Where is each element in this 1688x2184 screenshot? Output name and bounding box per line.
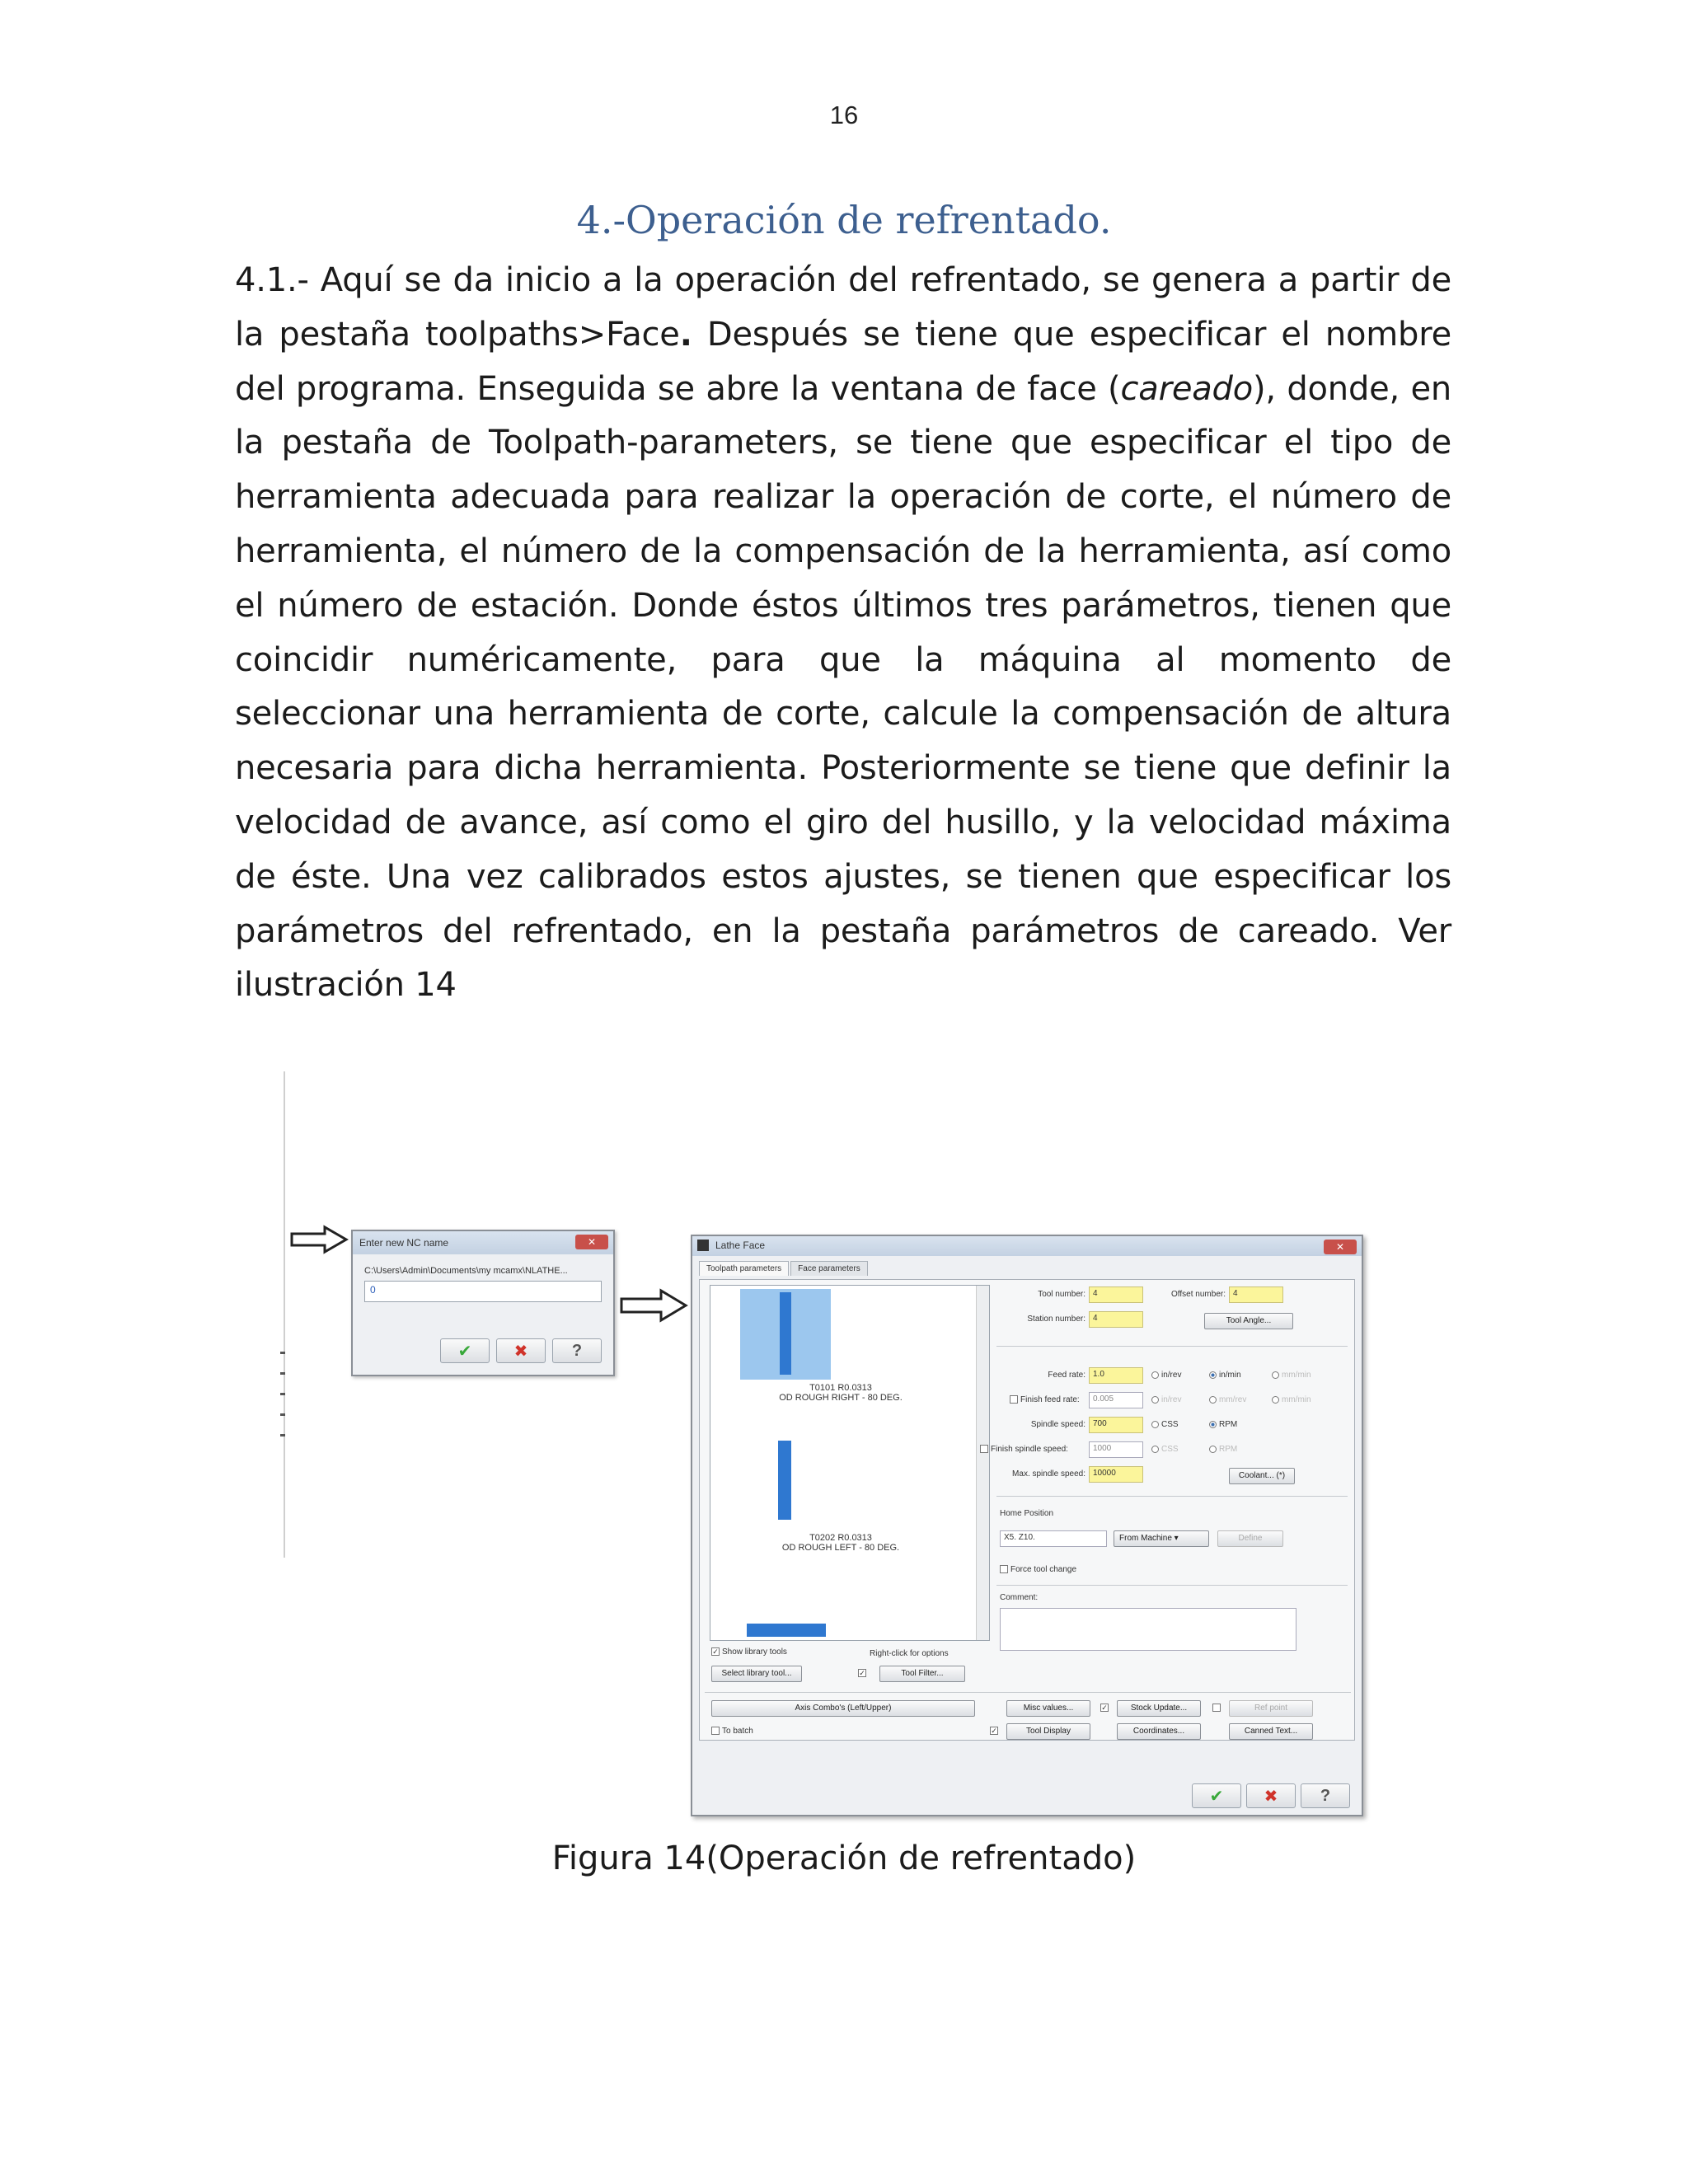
home-position-input[interactable]: X5. Z10. [1000, 1530, 1107, 1547]
lathe-dialog-title: Lathe Face [715, 1240, 766, 1251]
mm-min-radio[interactable] [1272, 1395, 1311, 1404]
spindle-speed-label: Spindle speed: [1030, 1420, 1085, 1429]
finish-spindle-checkbox[interactable] [980, 1445, 1068, 1454]
mm-rev-radio[interactable] [1209, 1395, 1246, 1404]
force-tool-change-checkbox[interactable] [1000, 1565, 1076, 1574]
home-position-label: Home Position [1000, 1509, 1054, 1518]
comment-label: Comment: [1000, 1593, 1039, 1602]
tool-name: T0101 R0.0313 [809, 1383, 872, 1393]
in-min-label: in/min [1219, 1371, 1241, 1380]
misc-values-button[interactable]: Misc values... [1006, 1700, 1090, 1717]
page-number: 16 [829, 101, 859, 129]
coolant-button[interactable]: Coolant... (*) [1229, 1468, 1295, 1484]
max-spindle-input[interactable]: 10000 [1089, 1466, 1143, 1483]
tool-list[interactable] [710, 1285, 990, 1641]
axis-combo-button[interactable]: Axis Combo's (Left/Upper) [711, 1700, 975, 1717]
tool-item[interactable] [717, 1383, 964, 1403]
cancel-button[interactable]: ✖ [1246, 1783, 1296, 1808]
mm-min-label: mm/min [1282, 1371, 1311, 1380]
max-spindle-label: Max. spindle speed: [1012, 1469, 1085, 1479]
ok-button[interactable]: ✔ [1192, 1783, 1241, 1808]
spindle-speed-input[interactable]: 700 [1089, 1417, 1143, 1433]
paragraph-bold-period: . [679, 315, 692, 354]
close-icon[interactable]: ✕ [575, 1235, 608, 1249]
in-rev-label: in/rev [1161, 1395, 1182, 1404]
ruler-tick [280, 1413, 285, 1416]
tab-face-parameters[interactable]: Face parameters [790, 1261, 868, 1276]
ruler-line [284, 1071, 286, 1558]
stock-update-checkbox[interactable]: ✓ [1101, 1704, 1108, 1713]
ruler-tick [280, 1352, 285, 1354]
right-click-hint: Right-click for options [870, 1649, 949, 1658]
ruler-tick [280, 1393, 285, 1395]
tool-image [747, 1624, 826, 1637]
to-batch-label: To batch [722, 1727, 753, 1736]
finish-feed-checkbox[interactable] [1010, 1395, 1080, 1404]
divider [996, 1496, 1348, 1497]
tool-name: T0202 R0.0313 [809, 1533, 872, 1543]
arrow-right-icon [620, 1287, 689, 1324]
tool-filter-checkbox[interactable]: ✓ [859, 1669, 865, 1678]
finish-feed-label: Finish feed rate: [1020, 1395, 1080, 1404]
rpm-label: RPM [1219, 1445, 1238, 1454]
offset-number-label: Offset number: [1171, 1290, 1226, 1299]
css-radio[interactable] [1151, 1420, 1179, 1429]
tool-desc: OD ROUGH LEFT - 80 DEG. [781, 1543, 900, 1553]
tool-number-input[interactable]: 4 [1089, 1286, 1143, 1303]
tab-strip [699, 1261, 1355, 1276]
mm-min-radio[interactable] [1272, 1371, 1311, 1380]
force-tool-change-label: Force tool change [1010, 1565, 1077, 1574]
coordinates-button[interactable]: Coordinates... [1117, 1723, 1201, 1740]
ref-point-button[interactable]: Ref point [1229, 1700, 1313, 1717]
in-rev-label: in/rev [1161, 1371, 1182, 1380]
canned-text-button[interactable]: Canned Text... [1229, 1723, 1313, 1740]
help-button[interactable]: ? [552, 1338, 602, 1363]
paragraph-part-2: Después se tiene que especificar el nombre del programa. Enseguida se abre la ventana de face ( [235, 315, 1451, 408]
ok-button[interactable]: ✔ [440, 1338, 490, 1363]
nc-dialog-title: Enter new NC name [359, 1237, 449, 1249]
mm-rev-label: mm/rev [1219, 1395, 1247, 1404]
comment-textarea[interactable] [1000, 1608, 1296, 1651]
tool-image [778, 1441, 791, 1520]
show-library-checkbox[interactable]: ✓ Show library tools [712, 1647, 787, 1657]
nc-dialog-titlebar [353, 1231, 613, 1254]
rpm-radio[interactable] [1209, 1445, 1237, 1454]
in-rev-radio[interactable] [1151, 1395, 1181, 1404]
figure-14 [272, 1055, 1376, 1830]
cancel-button[interactable]: ✖ [496, 1338, 546, 1363]
lathe-face-dialog [691, 1235, 1363, 1816]
figure-caption: Figura 14(Operación de refrentado) [551, 1840, 1137, 1877]
tool-display-checkbox[interactable]: ✓ [991, 1727, 997, 1736]
css-radio[interactable] [1151, 1445, 1179, 1454]
app-logo-icon [697, 1240, 709, 1251]
lathe-dialog-titlebar [692, 1236, 1362, 1256]
divider [996, 1585, 1348, 1586]
tool-number-label: Tool number: [1038, 1290, 1085, 1299]
select-library-button[interactable]: Select library tool... [711, 1666, 802, 1682]
nc-name-dialog [351, 1230, 615, 1376]
divider [705, 1692, 1351, 1693]
ref-point-checkbox[interactable] [1212, 1704, 1223, 1713]
tab-toolpath-parameters[interactable]: Toolpath parameters [699, 1261, 789, 1276]
tool-angle-button[interactable]: Tool Angle... [1204, 1313, 1293, 1329]
tool-display-button[interactable]: Tool Display [1006, 1723, 1090, 1740]
from-machine-select[interactable] [1114, 1530, 1209, 1547]
rpm-radio[interactable] [1209, 1420, 1237, 1429]
close-icon[interactable]: ✕ [1324, 1240, 1357, 1254]
css-label: CSS [1161, 1445, 1179, 1454]
chevron-down-icon: ▾ [1171, 1534, 1179, 1543]
tool-thumbnail-selected[interactable] [740, 1289, 831, 1380]
feed-rate-input[interactable]: 1.0 [1089, 1367, 1143, 1384]
in-min-radio[interactable] [1209, 1371, 1241, 1380]
station-number-input[interactable]: 4 [1089, 1311, 1143, 1328]
help-button[interactable]: ? [1301, 1783, 1350, 1808]
mm-min-label: mm/min [1282, 1395, 1311, 1404]
body-paragraph [235, 254, 1451, 1013]
ruler-tick [280, 1372, 285, 1375]
finish-spindle-input[interactable]: 1000 [1089, 1441, 1143, 1458]
rpm-label: RPM [1219, 1420, 1238, 1429]
section-title: 4.-Operación de refrentado. [576, 198, 1112, 242]
arrow-right-icon [290, 1225, 349, 1254]
to-batch-checkbox[interactable] [711, 1727, 753, 1736]
define-button[interactable]: Define [1217, 1530, 1283, 1547]
nc-path-text: C:\Users\Admin\Documents\my mcamx\NLATHE... [364, 1266, 568, 1276]
paragraph-italic: careado [1120, 369, 1254, 408]
show-library-label: Show library tools [722, 1647, 787, 1657]
finish-spindle-label: Finish spindle speed: [991, 1445, 1068, 1454]
stock-update-button[interactable]: Stock Update... [1117, 1700, 1201, 1717]
css-label: CSS [1161, 1420, 1179, 1429]
finish-feed-input[interactable]: 0.005 [1089, 1392, 1143, 1408]
dialog-footer [1192, 1783, 1350, 1808]
ruler-tick [280, 1434, 285, 1436]
paragraph-part-1: 4.1.- Aquí se da inicio a la operación del refrentado, se genera a partir de la pestaña toolpaths>Face [235, 261, 1451, 354]
nc-name-input[interactable]: 0 [364, 1281, 602, 1302]
station-number-label: Station number: [1027, 1315, 1085, 1324]
tool-list-scrollbar[interactable] [976, 1286, 989, 1640]
toolpath-parameters-panel [699, 1279, 1355, 1741]
in-rev-radio[interactable] [1151, 1371, 1181, 1380]
divider [996, 1346, 1348, 1347]
tool-filter-button[interactable]: Tool Filter... [879, 1666, 965, 1682]
tool-item[interactable] [717, 1533, 964, 1553]
paragraph-part-3: ), donde, en la pestaña de Toolpath-parameters, se tiene que especificar el tipo de herramienta adecuada para realizar la operación de corte, el número de herramienta, el número de la compensación de la herramienta, así como el número de estación. Donde éstos últimos tres parámetros, tienen que coincidir numéricamente, para que la máquina al momento de seleccionar una herramienta de corte, calcule la compensación de altura necesaria para dicha herramienta. Posteriormente se tiene que definir la velocidad de avance, así como el giro del husillo, y la velocidad máxima de éste. Una vez calibrados estos ajustes, se tienen que especificar los parámetros del refrentado, en la pestaña parámetros de careado. Ver ilustración 14 [235, 369, 1452, 1005]
offset-number-input[interactable]: 4 [1229, 1286, 1283, 1303]
tool-image [780, 1292, 791, 1375]
from-machine-label: From Machine [1119, 1534, 1172, 1543]
tool-desc: OD ROUGH RIGHT - 80 DEG. [779, 1393, 903, 1403]
feed-rate-label: Feed rate: [1048, 1371, 1085, 1380]
